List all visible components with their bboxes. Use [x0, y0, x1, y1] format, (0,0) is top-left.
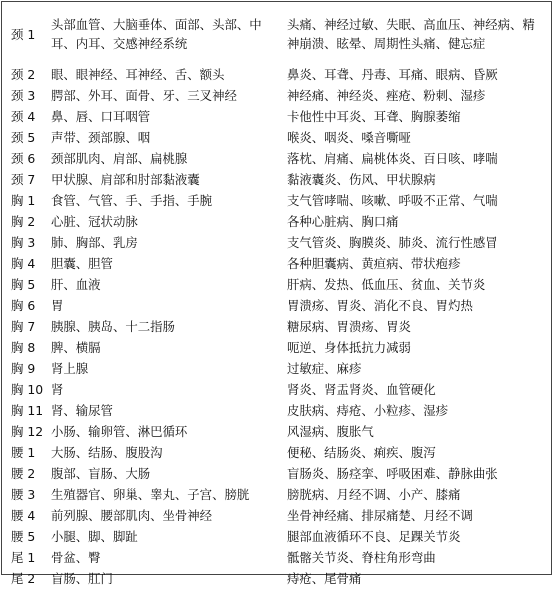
illness-cell: 痔疮、尾骨痛 [287, 571, 362, 586]
table-row [2, 106, 551, 127]
illness-cell: 头痛、神经过敏、失眠、高血压、神经病、精神崩溃、眩晕、周期性头痛、健忘症 [287, 17, 535, 51]
illness-cell: 盲肠炎、肠痉挛、呼吸困难、静脉曲张 [287, 466, 498, 481]
illness-cell: 皮肤病、痔疮、小粒疹、湿疹 [287, 403, 449, 418]
table-body [2, 4, 551, 589]
illness-cell: 过敏症、麻疹 [287, 361, 362, 376]
segment-cell: 腰 2 [11, 466, 36, 481]
segment-cell: 胸 4 [11, 256, 36, 271]
area-cell: 肾、输尿管 [51, 403, 113, 418]
table-row [2, 442, 551, 463]
table-row [2, 421, 551, 442]
segment-cell: 胸 9 [11, 361, 36, 376]
illness-cell: 喉炎、咽炎、嗓音嘶哑 [287, 130, 411, 145]
area-cell: 大肠、结肠、腹股沟 [51, 445, 163, 460]
area-cell: 脾、横膈 [51, 340, 101, 355]
spine-table [1, 1, 552, 586]
table-row [2, 463, 551, 484]
illness-cell: 支气管炎、胸膜炎、肺炎、流行性感冒 [287, 235, 498, 250]
illness-cell: 糖尿病、胃溃疡、胃炎 [287, 319, 411, 334]
illness-cell: 神经痛、神经炎、痤疮、粉刺、湿疹 [287, 88, 486, 103]
table-row [2, 127, 551, 148]
area-cell: 前列腺、腰部肌肉、坐骨神经 [51, 508, 213, 523]
illness-cell: 各种胆囊病、黄疸病、带状疱疹 [287, 256, 461, 271]
segment-cell: 胸 1 [11, 193, 36, 208]
area-cell: 小腿、脚、脚趾 [51, 529, 138, 544]
segment-cell: 胸 8 [11, 340, 36, 355]
area-cell: 声带、颈部腺、咽 [51, 130, 151, 145]
segment-cell: 腰 4 [11, 508, 36, 523]
segment-cell: 胸 3 [11, 235, 36, 250]
area-cell: 食管、气管、手、手指、手腕 [51, 193, 213, 208]
table-row [2, 568, 551, 589]
table-row [2, 169, 551, 190]
illness-cell: 落枕、肩痛、扁桃体炎、百日咳、哮喘 [287, 151, 498, 166]
segment-cell: 颈 2 [11, 67, 36, 82]
table-row [2, 484, 551, 505]
area-cell: 胰腺、胰岛、十二指肠 [51, 319, 175, 334]
table-row [2, 4, 551, 64]
table-row [2, 358, 551, 379]
segment-cell: 颈 4 [11, 109, 36, 124]
table-row [2, 64, 551, 85]
table-row [2, 526, 551, 547]
table-row [2, 85, 551, 106]
table-row [2, 190, 551, 211]
area-cell: 心脏、冠状动脉 [51, 214, 138, 229]
segment-cell: 胸 5 [11, 277, 36, 292]
segment-cell: 胸 2 [11, 214, 36, 229]
segment-cell: 腰 3 [11, 487, 36, 502]
segment-cell: 胸 12 [11, 424, 44, 439]
area-cell: 腹部、盲肠、大肠 [51, 466, 151, 481]
table-row [2, 253, 551, 274]
segment-cell: 尾 1 [11, 550, 36, 565]
illness-cell: 鼻炎、耳聋、丹毒、耳痛、眼病、昏厥 [287, 67, 498, 82]
area-cell: 骨盆、臀 [51, 550, 101, 565]
area-cell: 胆囊、胆管 [51, 256, 113, 271]
area-cell: 盲肠、肛门 [51, 571, 113, 586]
illness-cell: 骶髂关节炎、脊柱角形弯曲 [287, 550, 436, 565]
area-cell: 小肠、输卵管、淋巴循环 [51, 424, 188, 439]
segment-cell: 尾 2 [11, 571, 36, 586]
illness-cell: 各种心脏病、胸口痛 [287, 214, 399, 229]
segment-cell: 颈 3 [11, 88, 36, 103]
area-cell: 颈部肌肉、肩部、扁桃腺 [51, 151, 188, 166]
area-cell: 生殖器官、卵巢、睾丸、子宫、膀胱 [51, 487, 250, 502]
table-row [2, 274, 551, 295]
area-cell: 鼻、唇、口耳咽管 [51, 109, 151, 124]
segment-cell: 颈 5 [11, 130, 36, 145]
table-row [2, 547, 551, 568]
segment-cell: 胸 7 [11, 319, 36, 334]
area-cell: 胃 [51, 298, 64, 313]
area-cell: 肺、胸部、乳房 [51, 235, 138, 250]
illness-cell: 坐骨神经痛、排尿痛楚、月经不调 [287, 508, 473, 523]
illness-cell: 肝病、发热、低血压、贫血、关节炎 [287, 277, 486, 292]
area-cell: 腭部、外耳、面骨、牙、三叉神经 [51, 88, 237, 103]
table-row [2, 316, 551, 337]
table-row [2, 505, 551, 526]
illness-cell: 腿部血液循环不良、足踝关节炎 [287, 529, 461, 544]
segment-cell: 颈 1 [11, 26, 36, 42]
area-cell: 肝、血液 [51, 277, 101, 292]
illness-cell: 膀胱病、月经不调、小产、膝痛 [287, 487, 461, 502]
area-cell: 肾上腺 [51, 361, 89, 376]
area-cell: 肾 [51, 382, 64, 397]
illness-cell: 卡他性中耳炎、耳聋、胸腺萎缩 [287, 109, 461, 124]
illness-cell: 肾炎、肾盂肾炎、血管硬化 [287, 382, 436, 397]
table-row [2, 400, 551, 421]
table-row [2, 295, 551, 316]
table-row [2, 148, 551, 169]
illness-cell: 胃溃疡、胃炎、消化不良、胃灼热 [287, 298, 473, 313]
segment-cell: 颈 7 [11, 172, 36, 187]
table-row [2, 379, 551, 400]
illness-cell: 呃逆、身体抵抗力减弱 [287, 340, 411, 355]
table-row [2, 232, 551, 253]
segment-cell: 胸 11 [11, 403, 44, 418]
segment-cell: 腰 5 [11, 529, 36, 544]
illness-cell: 便秘、结肠炎、痢疾、腹泻 [287, 445, 436, 460]
segment-cell: 颈 6 [11, 151, 36, 166]
illness-cell: 支气管哮喘、咳嗽、呼吸不正常、气喘 [287, 193, 498, 208]
illness-cell: 风湿病、腹胀气 [287, 424, 374, 439]
area-cell: 头部血管、大脑垂体、面部、头部、中耳、内耳、交感神经系统 [51, 17, 262, 51]
table-row [2, 211, 551, 232]
table-row [2, 337, 551, 358]
area-cell: 甲状腺、肩部和肘部黏液囊 [51, 172, 200, 187]
segment-cell: 胸 10 [11, 382, 44, 397]
segment-cell: 腰 1 [11, 445, 36, 460]
illness-cell: 黏液囊炎、伤风、甲状腺病 [287, 172, 436, 187]
area-cell: 眼、眼神经、耳神经、舌、额头 [51, 67, 225, 82]
segment-cell: 胸 6 [11, 298, 36, 313]
